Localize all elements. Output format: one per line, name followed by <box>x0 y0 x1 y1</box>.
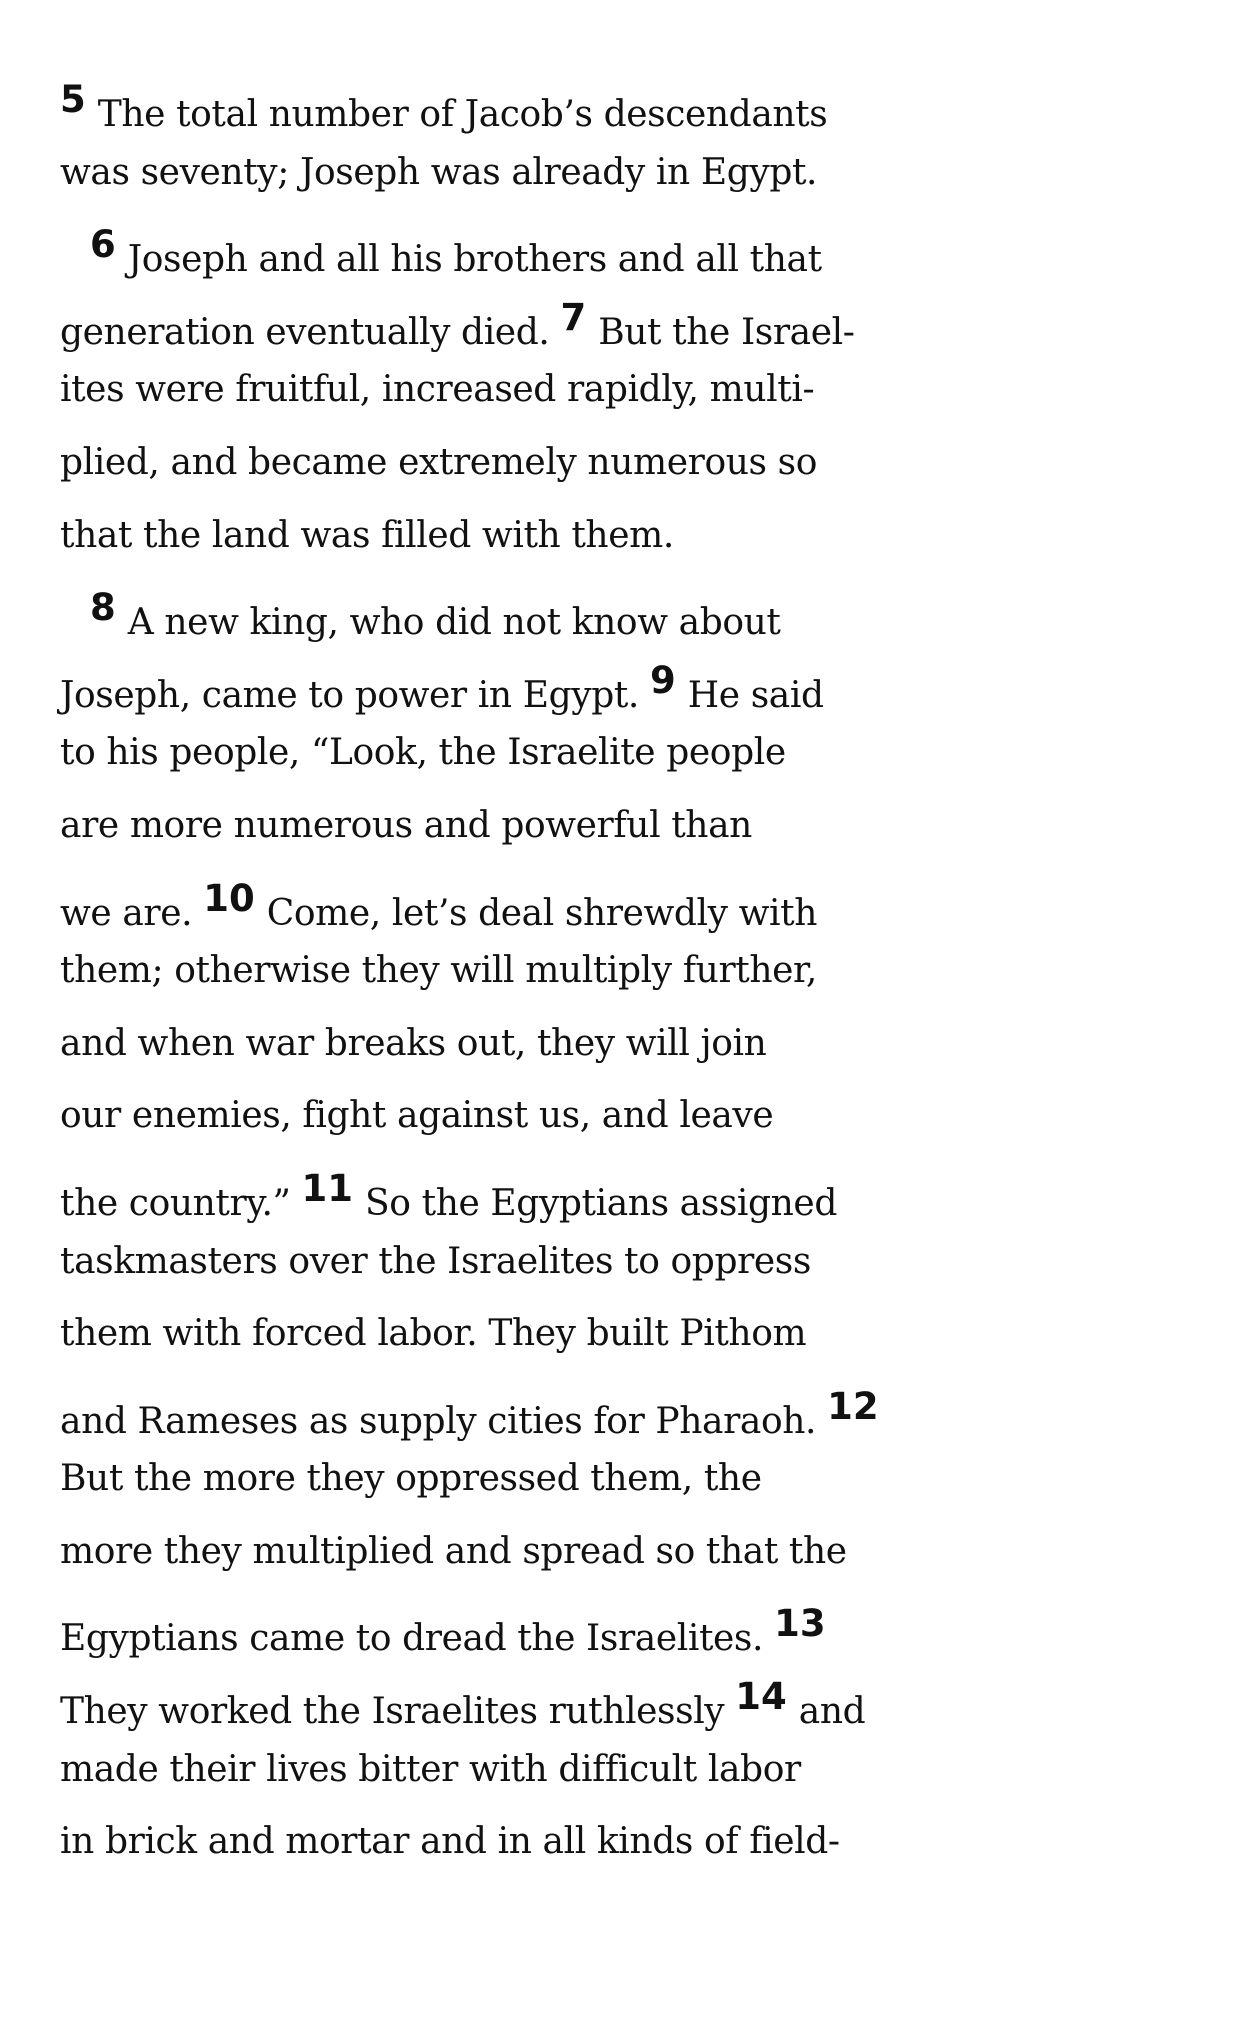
verse-text: plied, and became extremely numerous so <box>60 441 817 483</box>
verse-text: was seventy; Joseph was already in Egypt. <box>60 151 818 193</box>
verse-text: Joseph and all his brothers and all that <box>127 239 822 281</box>
verse-text: and when war breaks out, they will join <box>60 1022 767 1064</box>
verse-text: to his people, “Look, the Israelite people <box>60 732 786 774</box>
text-line-8 <box>60 572 1190 645</box>
text-line-21 <box>60 1516 1190 1589</box>
verse-text: and <box>798 1691 866 1733</box>
verse-text: A new king, who did not know about <box>127 602 781 644</box>
verse-text: and Rameses as supply cities for Pharaoh. <box>60 1400 817 1442</box>
verse-text: taskmasters over the Israelites to oppress <box>60 1240 811 1282</box>
text-line-19 <box>60 1371 1190 1444</box>
verse-number: 11 <box>301 1166 354 1210</box>
verse-number: 12 <box>827 1384 879 1428</box>
text-line-10 <box>60 717 1190 790</box>
verse-text: ites were fruitful, increased rapidly, multi- <box>60 369 815 411</box>
verse-text: the country.” <box>60 1182 291 1224</box>
text-line-13 <box>60 935 1190 1008</box>
verse-number: 13 <box>774 1602 826 1646</box>
verse-text: Egyptians came to dread the Israelites. <box>60 1618 764 1660</box>
text-line-22 <box>60 1588 1190 1661</box>
text-line-15 <box>60 1080 1190 1153</box>
text-line-2 <box>60 137 1190 210</box>
text-line-24 <box>60 1734 1190 1807</box>
verse-text: we are. <box>60 892 193 934</box>
text-line-9 <box>60 645 1190 718</box>
verse-text: generation eventually died. <box>60 311 550 353</box>
text-line-7 <box>60 500 1190 573</box>
verse-number: 10 <box>203 876 255 920</box>
text-line-3 <box>60 209 1190 282</box>
text-line-12 <box>60 863 1190 936</box>
verse-text: But the more they oppressed them, the <box>60 1458 762 1500</box>
verse-number: 5 <box>60 78 86 121</box>
text-line-17 <box>60 1226 1190 1299</box>
text-line-1 <box>60 64 1190 137</box>
verse-text: more they multiplied and spread so that the <box>60 1530 847 1572</box>
text-line-11 <box>60 790 1190 863</box>
text-line-4 <box>60 282 1190 355</box>
verse-text: them; otherwise they will multiply further, <box>60 950 817 992</box>
verse-text: Joseph, came to power in Egypt. <box>60 674 639 716</box>
verse-text: them with forced labor. They built Pithom <box>60 1313 807 1355</box>
text-line-23 <box>60 1661 1190 1734</box>
verse-number: 9 <box>650 658 676 702</box>
text-line-16 <box>60 1153 1190 1226</box>
verse-text: So the Egyptians assigned <box>365 1182 837 1224</box>
verse-number: 6 <box>90 223 116 267</box>
verse-text: They worked the Israelites ruthlessly <box>60 1691 725 1733</box>
verse-text: The total number of Jacob’s descendants <box>97 94 828 135</box>
text-line-20 <box>60 1443 1190 1516</box>
verse-text: our enemies, fight against us, and leave <box>60 1095 774 1137</box>
scripture-page <box>60 64 1190 1879</box>
verse-text: that the land was filled with them. <box>60 514 674 556</box>
text-line-14 <box>60 1008 1190 1081</box>
text-line-5 <box>60 354 1190 427</box>
text-line-18 <box>60 1298 1190 1371</box>
verse-text: He said <box>687 674 824 716</box>
text-line-25 <box>60 1806 1190 1879</box>
verse-text: are more numerous and powerful than <box>60 804 752 846</box>
verse-text: made their lives bitter with difficult labor <box>60 1748 801 1790</box>
verse-text: Come, let’s deal shrewdly with <box>266 892 818 934</box>
verse-number: 7 <box>560 295 587 339</box>
verse-number: 14 <box>735 1675 787 1719</box>
text-line-6 <box>60 427 1190 500</box>
verse-text: in brick and mortar and in all kinds of field- <box>60 1821 840 1863</box>
verse-number: 8 <box>90 586 116 630</box>
verse-text: But the Israel- <box>598 311 855 353</box>
